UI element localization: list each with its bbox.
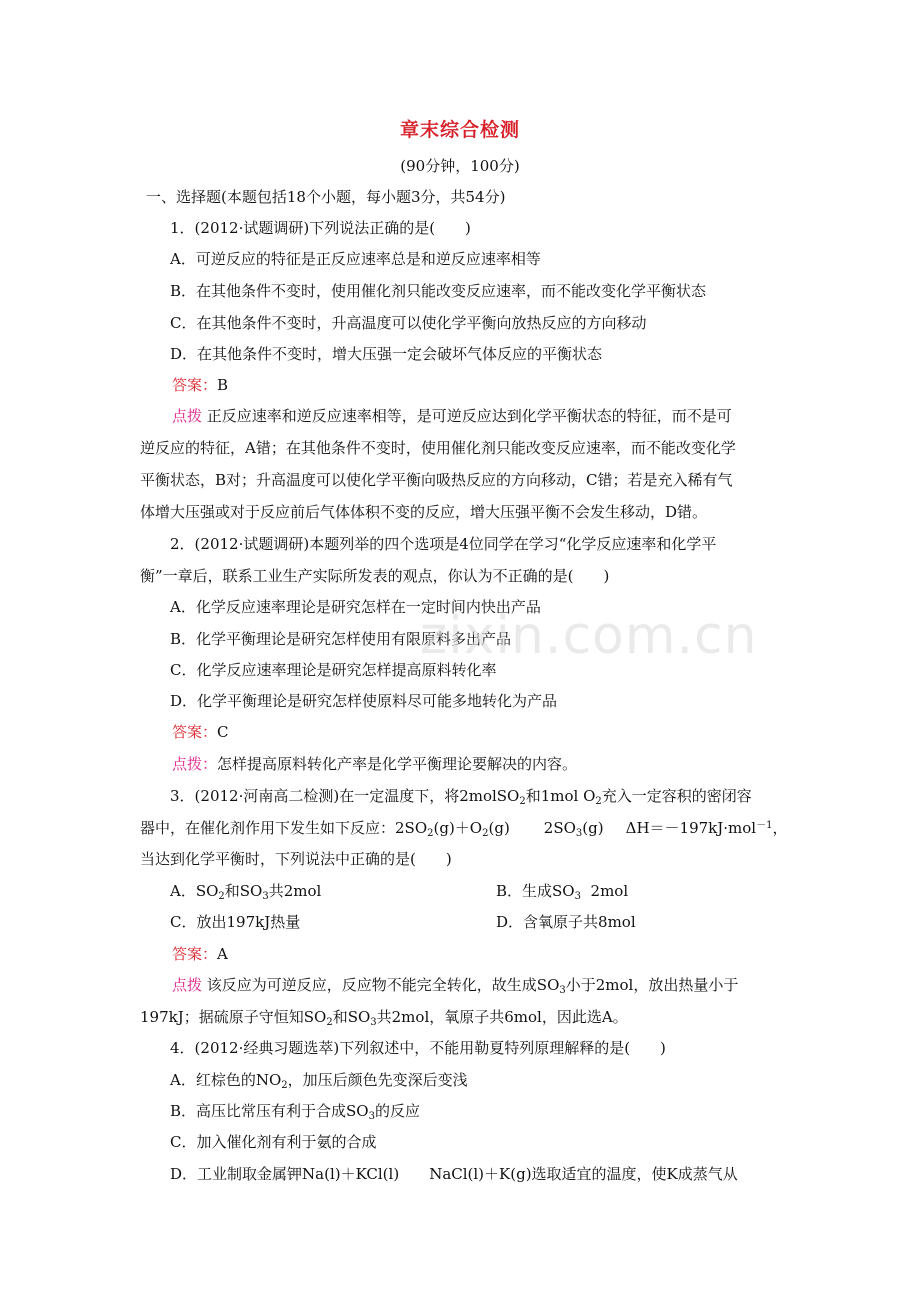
q3-option-b: B．生成$SO_3$ 2mol <box>496 882 629 902</box>
q3-hint-line: 197kJ；据硫原子守恒知$SO_2$和$SO_3$共2mol，氧原子共6mol，因此选A。 <box>140 1008 628 1028</box>
q1-stem: 1．(2012·试题调研)下列说法正确的是( ) <box>170 219 471 237</box>
q2-option-a: A．化学反应速率理论是研究怎样在一定时间内快出产品 <box>170 598 541 616</box>
answer-value: A <box>217 945 228 963</box>
q3-option-a: A．$SO_2$和$SO_3$共2mol <box>170 882 322 902</box>
q3-answer <box>172 944 920 964</box>
answer-label: 答案： <box>172 376 218 394</box>
q2-hint-line: 点拨：怎样提高原料转化产率是化学平衡理论要解决的内容。 <box>172 755 578 773</box>
hint-label: 点拨 <box>172 976 203 994</box>
q1-option-a: A．可逆反应的特征是正反应速率总是和逆反应速率相等 <box>170 250 541 268</box>
q2-stem: 衡”一章后，联系工业生产实际所发表的观点，你认为不正确的是( ) <box>140 567 610 585</box>
q1-hint-line: 体增大压强或对于反应前后气体体积不变的反应，增大压强平衡不会发生移动，D错。 <box>140 503 708 521</box>
q4-option-c: C．加入催化剂有利于氨的合成 <box>170 1133 377 1151</box>
q1-hint-line: 逆反应的特征，A错；在其他条件不变时，使用催化剂只能改变反应速率，而不能改变化学 <box>140 439 736 457</box>
q3-option-d: D．含氧原子共8mol <box>496 913 636 931</box>
q1-hint-line: 平衡状态，B对；升高温度可以使化学平衡向吸热反应的方向移动，C错；若是充入稀有气 <box>140 471 733 489</box>
q3-hint-line: 点拨 该反应为可逆反应，反应物不能完全转化，故生成$SO_3$小于2mol，放出热量小于 <box>172 976 739 996</box>
q1-option-b: B．在其他条件不变时，使用催化剂只能改变反应速率，而不能改变化学平衡状态 <box>170 282 707 300</box>
q4-stem: 4．(2012·经典习题选萃)下列叙述中，不能用勒夏特列原理解释的是( ) <box>170 1039 666 1057</box>
q3-stem: 3．(2012·河南高二检测)在一定温度下，将2molSO$_2$和1mol $O_2$充入一定容积的密闭容 <box>170 787 752 807</box>
q2-answer <box>172 722 920 742</box>
q2-option-c: C．化学反应速率理论是研究怎样提高原料转化率 <box>170 661 497 679</box>
section-heading: 一、选择题(本题包括18个小题，每小题3分，共54分) <box>146 188 506 206</box>
q4-option-a: A．红棕色的$NO_2$，加压后颜色先变深后变浅 <box>170 1071 468 1091</box>
q1-hint-line <box>172 406 920 426</box>
answer-value: B <box>217 376 229 394</box>
hint-text: 怎样提高原料转化产率是化学平衡理论要解决的内容。 <box>217 755 578 773</box>
watermark: zixin.com.cn <box>420 606 758 666</box>
q1-answer <box>172 375 920 395</box>
answer-label: 答案： <box>172 723 218 741</box>
q4-option-b: B．高压比常压有利于合成$SO_3$的反应 <box>170 1102 420 1122</box>
answer-value: C <box>217 723 229 741</box>
q1-option-c: C．在其他条件不变时，升高温度可以使化学平衡向放热反应的方向移动 <box>170 314 647 332</box>
q3-stem: 当达到化学平衡时，下列说法中正确的是( ) <box>140 850 452 868</box>
q1-option-d: D．在其他条件不变时，增大压强一定会破坏气体反应的平衡状态 <box>170 345 603 363</box>
page-title: 章末综合检测 <box>399 119 520 141</box>
hint-text: 正反应速率和逆反应速率相等，是可逆反应达到化学平衡状态的特征，而不是可 <box>206 407 732 425</box>
hint-label: 点拨 <box>172 755 203 773</box>
q3-option-c: C．放出197kJ热量 <box>170 913 301 931</box>
answer-label: 答案： <box>172 945 218 963</box>
exam-info: (90分钟，100分) <box>400 157 520 175</box>
q2-option-d: D．化学平衡理论是研究怎样使原料尽可能多地转化为产品 <box>170 692 558 710</box>
hint-label: 点拨 <box>172 407 203 425</box>
q3-stem: 器中，在催化剂作用下发生如下反应：$2SO_2(g)+O_2(g)$ $2SO_3(g)$ ΔH＝－197kJ·mol$^{-1}$， <box>140 819 788 839</box>
q4-option-d: D．工业制取金属钾Na(l)＋KCl(l) NaCl(l)＋K(g)选取适宜的温度，使K成蒸气从 <box>170 1165 738 1183</box>
q2-option-b: B．化学平衡理论是研究怎样使用有限原料多出产品 <box>170 630 512 648</box>
q2-stem: 2．(2012·试题调研)本题列举的四个选项是4位同学在学习“化学反应速率和化学平 <box>170 535 717 553</box>
